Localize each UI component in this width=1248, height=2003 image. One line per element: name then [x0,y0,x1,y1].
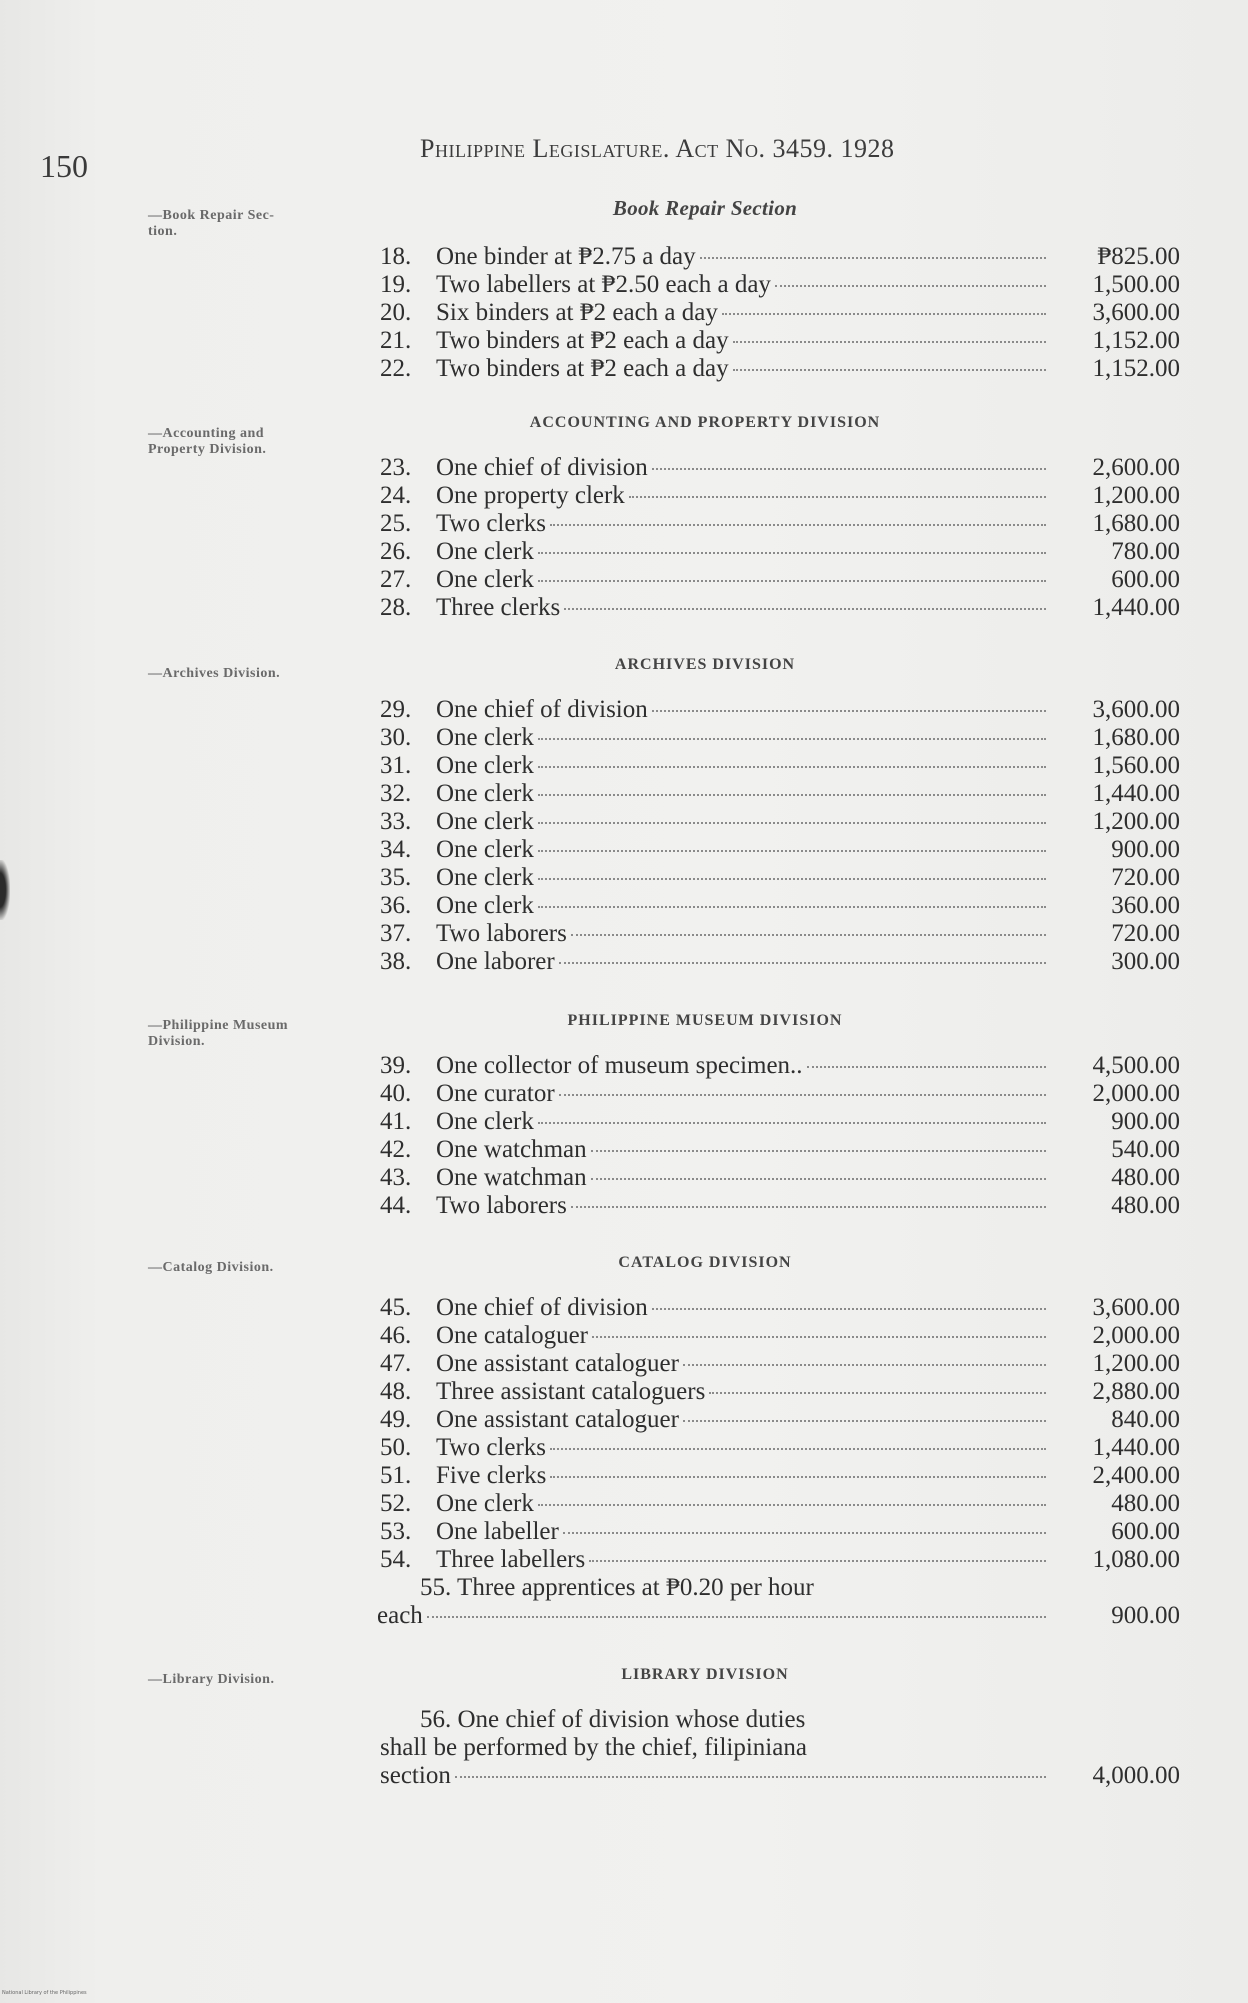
item-description: Five clerks [436,1462,547,1489]
item-number: 49. [380,1406,412,1433]
item-description: One watchman [436,1136,587,1163]
item-amount: 840.00 [1111,1406,1180,1433]
dot-leader [550,1476,1046,1478]
item-number: 28. [380,594,412,621]
dot-leader [538,738,1046,740]
item-amount: ₱825.00 [1097,243,1180,270]
line-item [380,1164,1180,1192]
line-item [380,355,1180,383]
line-item [380,1108,1180,1136]
item-amount: 1,440.00 [1092,780,1180,807]
section-rows [380,243,1180,383]
item-number: 42. [380,1136,412,1163]
line-item [380,1294,1180,1322]
item-description: One clerk [436,752,534,779]
item-amount: 2,600.00 [1092,454,1180,481]
item-55-line1: 55. Three apprentices at ₱0.20 per hour [420,1574,814,1601]
dot-leader [538,822,1046,824]
line-item [380,1322,1180,1350]
item-amount: 1,080.00 [1092,1546,1180,1573]
item-description: One clerk [436,1108,534,1135]
line-item [380,482,1180,510]
item-number: 26. [380,538,412,565]
item-number: 27. [380,566,412,593]
dot-leader [455,1776,1046,1778]
item-number: 39. [380,1052,412,1079]
dot-leader [733,341,1046,343]
item-number: 54. [380,1546,412,1573]
item-description: One clerk [436,864,534,891]
item-description: Three assistant cataloguers [436,1378,706,1405]
dot-leader [550,1448,1046,1450]
dot-leader [427,1616,1046,1618]
line-item [380,566,1180,594]
line-item [380,1462,1180,1490]
item-description: Two binders at ₱2 each a day [436,327,729,354]
item-number: 46. [380,1322,412,1349]
item-amount: 2,000.00 [1092,1322,1180,1349]
item-description: One binder at ₱2.75 a day [436,243,696,270]
margin-note-book-repair: —Book Repair Sec- tion. [148,208,275,239]
line-item [380,808,1180,836]
line-item [380,594,1180,622]
dot-leader [538,794,1046,796]
margin-note-archives: —Archives Division. [148,666,281,681]
dot-leader [538,906,1046,908]
item-number: 23. [380,454,412,481]
item-number: 47. [380,1350,412,1377]
item-amount: 900.00 [1111,1108,1180,1135]
item-number: 52. [380,1490,412,1517]
dot-leader [550,524,1046,526]
section-rows [380,696,1180,976]
line-item [380,948,1180,976]
line-item [380,1192,1180,1220]
item-description: One watchman [436,1164,587,1191]
item-description: Two laborers [436,920,567,947]
dot-leader [538,766,1046,768]
footer-credit: National Library of the Philippines [2,1990,87,1996]
item-description: One chief of division [436,696,648,723]
item-amount: 1,152.00 [1092,327,1180,354]
item-amount: 3,600.00 [1092,299,1180,326]
item-amount: 480.00 [1111,1192,1180,1219]
line-item [380,1052,1180,1080]
dot-leader [700,257,1046,259]
section-rows [380,1052,1180,1220]
line-item [380,892,1180,920]
dot-leader [538,1122,1046,1124]
item-description: Two binders at ₱2 each a day [436,355,729,382]
item-amount: 300.00 [1111,948,1180,975]
dot-leader [589,1560,1046,1562]
section-archives [380,656,1180,976]
item-description: Two laborers [436,1192,567,1219]
line-item [380,1546,1180,1574]
margin-note-museum: —Philippine Museum Division. [148,1018,289,1049]
item-amount: 600.00 [1111,1518,1180,1545]
item-description: Three labellers [436,1546,586,1573]
item-description: One curator [436,1080,555,1107]
item-56-amount: 4,000.00 [1092,1762,1180,1789]
item-number: 29. [380,696,412,723]
dot-leader [538,1504,1046,1506]
dot-leader [571,1206,1046,1208]
item-number: 41. [380,1108,412,1135]
line-item [380,1434,1180,1462]
item-amount: 360.00 [1111,892,1180,919]
item-56 [380,1706,1180,1790]
scan-edge-mark [0,860,10,920]
item-amount: 2,000.00 [1092,1080,1180,1107]
line-item [380,724,1180,752]
section-title: Book Repair Section [612,196,798,220]
item-number: 44. [380,1192,412,1219]
dot-leader [722,313,1046,315]
dot-leader [538,580,1046,582]
item-amount: 1,200.00 [1092,482,1180,509]
dot-leader [652,468,1046,470]
line-item [380,454,1180,482]
item-number: 18. [380,243,412,270]
item-description: Two clerks [436,510,547,537]
line-item [380,271,1180,299]
item-number: 21. [380,327,412,354]
item-amount: 1,152.00 [1092,355,1180,382]
dot-leader [807,1066,1046,1068]
line-item [380,780,1180,808]
dot-leader [564,608,1046,610]
item-amount: 480.00 [1111,1164,1180,1191]
line-item [380,1518,1180,1546]
item-amount: 1,200.00 [1092,808,1180,835]
item-number: 38. [380,948,412,975]
section-title: LIBRARY DIVISION [621,1666,789,1683]
item-number: 40. [380,1080,412,1107]
item-number: 30. [380,724,412,751]
item-amount: 1,560.00 [1092,752,1180,779]
item-56-line3: section [380,1762,451,1789]
item-description: One laborer [436,948,555,975]
line-item [380,1080,1180,1108]
item-number: 35. [380,864,412,891]
margin-note-accounting: —Accounting and Property Division. [148,426,267,457]
item-description: One labeller [436,1518,559,1545]
item-number: 45. [380,1294,412,1321]
item-number: 36. [380,892,412,919]
item-description: Two labellers at ₱2.50 each a day [436,271,771,298]
dot-leader [559,1094,1046,1096]
dot-leader [629,496,1046,498]
dot-leader [652,710,1046,712]
item-56-line1: 56. One chief of division whose duties [420,1706,806,1733]
dot-leader [733,369,1046,371]
item-amount: 600.00 [1111,566,1180,593]
item-amount: 1,680.00 [1092,510,1180,537]
dot-leader [591,1178,1046,1180]
dot-leader [709,1392,1046,1394]
item-amount: 1,500.00 [1092,271,1180,298]
item-description: One clerk [436,808,534,835]
item-description: One clerk [436,566,534,593]
line-item [380,1378,1180,1406]
item-amount: 2,400.00 [1092,1462,1180,1489]
item-description: Two clerks [436,1434,547,1461]
dot-leader [652,1308,1046,1310]
running-header: Philippine Legislature. Act No. 3459. 1928 [420,134,895,163]
item-number: 22. [380,355,412,382]
section-catalog [377,1254,1180,1630]
item-55-amount: 900.00 [1111,1602,1180,1629]
section-title: ACCOUNTING AND PROPERTY DIVISION [529,414,881,431]
line-item [380,696,1180,724]
dot-leader [775,285,1046,287]
item-amount: 3,600.00 [1092,696,1180,723]
dot-leader [538,552,1046,554]
line-item [380,836,1180,864]
item-description: One clerk [436,780,534,807]
item-number: 43. [380,1164,412,1191]
line-item [380,327,1180,355]
dot-leader [683,1420,1046,1422]
line-item [380,1136,1180,1164]
dot-leader [559,962,1046,964]
item-description: One clerk [436,724,534,751]
section-museum [380,1012,1180,1220]
dot-leader [591,1150,1046,1152]
line-item [380,752,1180,780]
item-description: One clerk [436,892,534,919]
item-amount: 4,500.00 [1092,1052,1180,1079]
item-number: 19. [380,271,412,298]
dot-leader [563,1532,1046,1534]
item-55-line2: each [377,1602,423,1629]
item-description: One collector of museum specimen.. [436,1052,803,1079]
line-item [380,299,1180,327]
margin-note-library: —Library Division. [148,1672,275,1687]
item-number: 34. [380,836,412,863]
section-rows [380,1294,1180,1574]
item-description: One clerk [436,1490,534,1517]
item-amount: 1,440.00 [1092,1434,1180,1461]
item-amount: 540.00 [1111,1136,1180,1163]
item-number: 50. [380,1434,412,1461]
item-amount: 480.00 [1111,1490,1180,1517]
line-item [380,1490,1180,1518]
item-number: 33. [380,808,412,835]
item-amount: 780.00 [1111,538,1180,565]
section-title: PHILIPPINE MUSEUM DIVISION [567,1012,843,1029]
item-description: One assistant cataloguer [436,1406,679,1433]
item-description: One chief of division [436,454,648,481]
line-item [380,1350,1180,1378]
line-item [380,1406,1180,1434]
section-title: ARCHIVES DIVISION [614,656,796,673]
item-description: Three clerks [436,594,561,621]
item-number: 24. [380,482,412,509]
line-item [380,510,1180,538]
item-amount: 2,880.00 [1092,1378,1180,1405]
dot-leader [538,850,1046,852]
section-accounting [380,414,1180,622]
item-description: One chief of division [436,1294,648,1321]
item-amount: 1,440.00 [1092,594,1180,621]
page-number: 150 [40,148,88,184]
line-item [380,864,1180,892]
item-description: Six binders at ₱2 each a day [436,299,718,326]
item-description: One cataloguer [436,1322,589,1349]
item-number: 53. [380,1518,412,1545]
item-number: 25. [380,510,412,537]
item-56-line3-row [380,1762,1180,1790]
line-item [380,243,1180,271]
line-item [380,538,1180,566]
dot-leader [683,1364,1046,1366]
item-description: One clerk [436,538,534,565]
dot-leader [592,1336,1046,1338]
item-number: 37. [380,920,412,947]
section-title: CATALOG DIVISION [618,1254,792,1271]
item-number: 20. [380,299,412,326]
item-56-line2: shall be performed by the chief, filipiniana [380,1734,807,1761]
margin-note-catalog: —Catalog Division. [148,1260,274,1275]
dot-leader [571,934,1046,936]
section-library [380,1666,1180,1790]
item-amount: 900.00 [1111,836,1180,863]
item-description: One clerk [436,836,534,863]
item-amount: 720.00 [1111,920,1180,947]
line-item [380,920,1180,948]
section-rows [380,454,1180,622]
item-55-line2-row [377,1602,1180,1630]
item-amount: 1,200.00 [1092,1350,1180,1377]
item-number: 51. [380,1462,412,1489]
item-number: 31. [380,752,412,779]
item-description: One property clerk [436,482,625,509]
item-description: One assistant cataloguer [436,1350,679,1377]
section-book-repair [380,196,1180,383]
item-amount: 720.00 [1111,864,1180,891]
dot-leader [538,878,1046,880]
item-number: 32. [380,780,412,807]
item-amount: 3,600.00 [1092,1294,1180,1321]
item-amount: 1,680.00 [1092,724,1180,751]
item-55 [377,1574,1180,1630]
item-number: 48. [380,1378,412,1405]
